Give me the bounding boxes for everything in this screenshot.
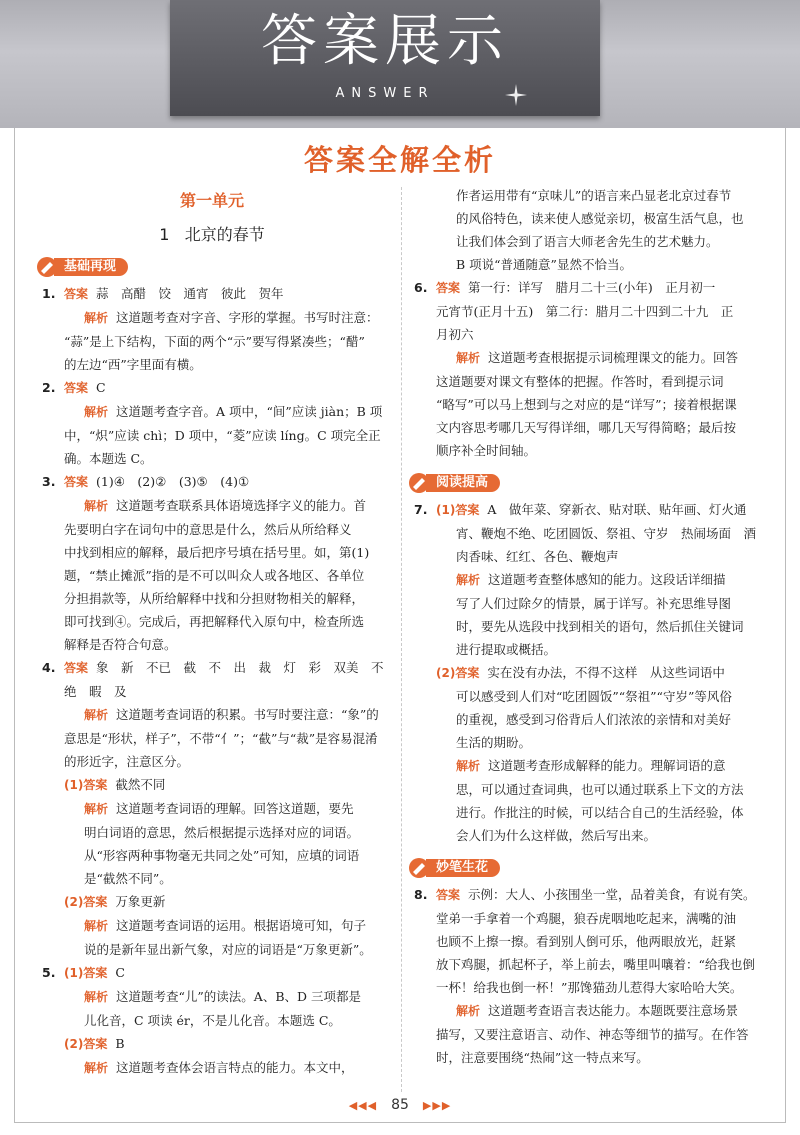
analysis-line: 时，要先从选段中找到相关的语句，然后抓住关键词 <box>456 619 744 634</box>
section-header <box>408 472 774 494</box>
answer-tag: 答案 <box>83 1037 108 1051</box>
question-2 <box>42 376 394 470</box>
answer-text: 的重视，感受到习俗背后人们浓浓的亲情和对美好 <box>456 712 732 727</box>
analysis-line: 时，注意要围绕“热闹”这一特点来写。 <box>436 1050 649 1065</box>
answer-tag: 答案 <box>64 661 89 675</box>
answer-text: 生活的期盼。 <box>456 735 532 750</box>
answer-text: 一杯！给我也倒一杯！”那馋猫劲儿惹得大家哈哈大笑。 <box>436 980 743 995</box>
analysis-line: 这道题考查语言表达能力。本题既要注意场景 <box>488 1003 739 1018</box>
analysis-tag: 解析 <box>84 919 109 933</box>
question-3 <box>42 470 394 656</box>
analysis-tag: 解析 <box>84 1061 109 1075</box>
section-header <box>36 256 394 278</box>
right-column <box>414 184 774 1069</box>
sparkle-icon <box>505 84 527 106</box>
analysis-tag: 解析 <box>84 405 109 419</box>
answer-text: 堂弟一手拿着一个鸡腿，狼吞虎咽地吃起来，满嘴的油 <box>436 911 737 926</box>
section-label: 阅读提高 <box>426 474 500 492</box>
question-5 <box>42 961 394 1080</box>
answer-text: 可以感受到人们对“吃团圆饭”“祭祖”“守岁”等风俗 <box>456 689 732 704</box>
analysis-line: 让我们体会到了语言大师老舍先生的艺术魅力。 <box>456 234 719 249</box>
question-5-continued <box>414 184 774 276</box>
analysis-line: 文内容思考哪几天写得详细，哪几天写得简略；最后按 <box>436 420 737 435</box>
analysis-line: 描写，又要注意语言、动作、神态等细节的描写。在作答 <box>436 1027 749 1042</box>
analysis-line: 的形近字，注意区分。 <box>64 754 190 769</box>
analysis-line: 先要明白字在词句中的意思是什么，然后从所给释义 <box>64 522 352 537</box>
analysis-line: 儿化音，C 项读 ér，不是儿化音。本题选 C。 <box>84 1013 341 1028</box>
analysis-line: 这道题考查词语的运用。根据语境可知，句子 <box>116 918 367 933</box>
analysis-line: 中找到相应的解释，最后把序号填在括号里。如，第(1) <box>64 545 370 560</box>
analysis-line: 是“截然不同”。 <box>84 871 172 886</box>
analysis-tag: 解析 <box>84 990 109 1004</box>
answer-text: 肉香味、红红、各色、鞭炮声 <box>456 549 619 564</box>
analysis-line: 意思是“形状，样子”，不带“亻”；“截”与“裁”是容易混淆 <box>64 731 378 746</box>
sub-number: (1) <box>64 966 84 980</box>
question-number: 7. <box>414 502 428 517</box>
answer-text: 截然不同 <box>115 777 166 792</box>
analysis-line: 进行提取或概括。 <box>456 642 557 657</box>
right-arrows-icon: ▶▶▶ <box>422 1099 452 1112</box>
answer-tag: 答案 <box>83 966 108 980</box>
answer-text: 万象更新 <box>115 894 166 909</box>
question-number: 2. <box>42 380 56 395</box>
analysis-line: 思，可以通过查词典，也可以通过联系上下文的方法 <box>456 782 744 797</box>
question-6 <box>414 276 774 462</box>
question-number: 6. <box>414 280 428 295</box>
question-8 <box>414 883 774 1069</box>
analysis-line: 明白词语的意思，然后根据提示选择对应的词语。 <box>84 825 360 840</box>
analysis-line: 这道题考查词语的积累。书写时要注意：“象”的 <box>116 707 379 722</box>
sub-number: (2) <box>64 895 84 909</box>
answer-text: 宵、鞭炮不绝、吃团圆饭、祭祖、守岁 热闹场面 酒 <box>456 526 757 541</box>
question-number: 5. <box>42 965 56 980</box>
analysis-line: 的风俗特色，读来使人感觉亲切，极富生活气息，也 <box>456 211 744 226</box>
sub-number: (1) <box>64 778 84 792</box>
answer-text: C <box>115 965 125 980</box>
answer-text: 也顾不上擦一擦。看到别人倒可乐，他两眼放光，赶紧 <box>436 934 737 949</box>
analysis-line: 这道题考查根据提示词梳理课文的能力。回答 <box>488 350 739 365</box>
question-number: 4. <box>42 660 56 675</box>
answer-text: (1)④ (2)② (3)⑤ (4)① <box>96 474 250 489</box>
analysis-tag: 解析 <box>456 759 481 773</box>
page-number: 85 <box>391 1097 409 1113</box>
answer-tag: 答案 <box>436 888 461 902</box>
analysis-line: 这道题考查字音。A 项中，“间”应读 jiàn；B 项 <box>116 404 383 419</box>
answer-text: 第一行：详写 腊月二十三(小年) 正月初一 <box>468 280 716 295</box>
lesson-number: 1 <box>159 225 170 244</box>
section-label: 基础再现 <box>54 258 128 276</box>
left-arrows-icon: ◀◀◀ <box>348 1099 378 1112</box>
analysis-line: 这道题考查形成解释的能力。理解词语的意 <box>488 758 726 773</box>
analysis-line: 解释是否符合句意。 <box>64 637 177 652</box>
question-number: 8. <box>414 887 428 902</box>
answer-text: 绝 暇 及 <box>64 684 127 699</box>
question-number: 1. <box>42 286 56 301</box>
sub-number: (1) <box>436 503 456 517</box>
analysis-line: 进行。作批注的时候，可以结合自己的生活经验，体 <box>456 805 744 820</box>
analysis-line: 这道题考查体会语言特点的能力。本文中， <box>116 1060 354 1075</box>
analysis-line: 顺序补全时间轴。 <box>436 443 537 458</box>
analysis-line: 这道题考查整体感知的能力。这段话详细描 <box>488 572 726 587</box>
answer-text: A 做年菜、穿新衣、贴对联、贴年画、灯火通 <box>487 502 747 517</box>
answer-text: B <box>115 1036 125 1051</box>
banner-subtitle: ANSWER <box>335 86 435 101</box>
answer-tag: 答案 <box>455 666 480 680</box>
answer-text: 月初六 <box>436 327 474 342</box>
analysis-line: B 项说“普通随意”显然不恰当。 <box>456 257 632 272</box>
question-1 <box>42 282 394 376</box>
top-banner <box>0 0 800 128</box>
analysis-tag: 解析 <box>456 573 481 587</box>
answer-tag: 答案 <box>83 778 108 792</box>
analysis-line: 的左边“西”字里面有横。 <box>64 357 202 372</box>
answer-tag: 答案 <box>455 503 480 517</box>
analysis-line: 这道题考查对字音、字形的掌握。书写时注意： <box>116 310 379 325</box>
analysis-line: 会人们为什么这样做，然后写出来。 <box>456 828 657 843</box>
analysis-line: 中，“炽”应读 chì；D 项中，“菱”应读 líng。C 项完全正 <box>64 428 381 443</box>
analysis-line: 即可找到④。完成后，再把解释代入原句中，检查所选 <box>64 614 365 629</box>
analysis-line: 这道题要对课文有整体的把握。作答时，看到提示词 <box>436 374 724 389</box>
analysis-line: 题，“禁止摊派”指的是不可以叫众人或各地区、各单位 <box>64 568 365 583</box>
analysis-line: 确。本题选 C。 <box>64 451 153 466</box>
column-divider <box>401 187 402 1092</box>
lesson-title <box>42 218 382 252</box>
analysis-tag: 解析 <box>84 802 109 816</box>
answer-tag: 答案 <box>83 895 108 909</box>
banner-tab <box>170 0 600 116</box>
answer-tag: 答案 <box>64 381 89 395</box>
analysis-tag: 解析 <box>456 351 481 365</box>
section-header <box>408 857 774 879</box>
answer-text: 元宵节(正月十五) 第二行：腊月二十四到二十九 正 <box>436 304 734 319</box>
analysis-line: “蒜”是上下结构，下面的两个“示”要写得紧凑些；“醋” <box>64 334 365 349</box>
analysis-tag: 解析 <box>84 499 109 513</box>
answer-text: 实在没有办法，不得不这样 从这些词语中 <box>487 665 725 680</box>
question-number: 3. <box>42 474 56 489</box>
analysis-line: 这道题考查联系具体语境选择字义的能力。首 <box>116 498 367 513</box>
answer-text: 象 新 不已 截 不 出 裁 灯 彩 双美 不 <box>96 660 384 675</box>
sub-number: (2) <box>64 1037 84 1051</box>
analysis-tag: 解析 <box>84 708 109 722</box>
answer-tag: 答案 <box>64 475 89 489</box>
answer-tag: 答案 <box>64 287 89 301</box>
page-title: 答案全解全析 <box>303 143 496 177</box>
question-7 <box>414 498 774 847</box>
analysis-tag: 解析 <box>456 1004 481 1018</box>
lesson-name: 北京的春节 <box>184 225 265 244</box>
analysis-tag: 解析 <box>84 311 109 325</box>
analysis-line: 说的是新年显出新气象，对应的词语是“万象更新”。 <box>84 942 372 957</box>
analysis-line: 分担捐款等，从所给解释中找和分担财物相关的解释， <box>64 591 365 606</box>
section-label: 妙笔生花 <box>426 859 500 877</box>
analysis-line: “略写”可以马上想到与之对应的是“详写”；接着根据课 <box>436 397 737 412</box>
analysis-line: 这道题考查“儿”的读法。A、B、D 三项都是 <box>116 989 362 1004</box>
analysis-line: 作者运用带有“京味儿”的语言来凸显老北京过春节 <box>456 188 732 203</box>
answer-text: 示例：大人、小孩围坐一堂，品着美食，有说有笑。 <box>468 887 756 902</box>
answer-text: C <box>96 380 106 395</box>
answer-tag: 答案 <box>436 281 461 295</box>
page-footer <box>0 1097 800 1113</box>
analysis-line: 这道题考查词语的理解。回答这道题，要先 <box>116 801 354 816</box>
unit-title: 第一单元 <box>179 191 244 210</box>
answer-text: 蒜 高醋 饺 通宵 彼此 贺年 <box>96 286 284 301</box>
analysis-line: 写了人们过除夕的情景，属于详写。补充思维导图 <box>456 596 732 611</box>
banner-title: 答案展示 <box>261 9 509 74</box>
answer-text: 放下鸡腿，抓起杯子，举上前去，嘴里叫嚷着：“给我也倒 <box>436 957 755 972</box>
analysis-line: 从“形容两种事物毫无共同之处”可知，应填的词语 <box>84 848 360 863</box>
sub-number: (2) <box>436 666 456 680</box>
question-4 <box>42 656 394 961</box>
left-column <box>42 184 394 1080</box>
